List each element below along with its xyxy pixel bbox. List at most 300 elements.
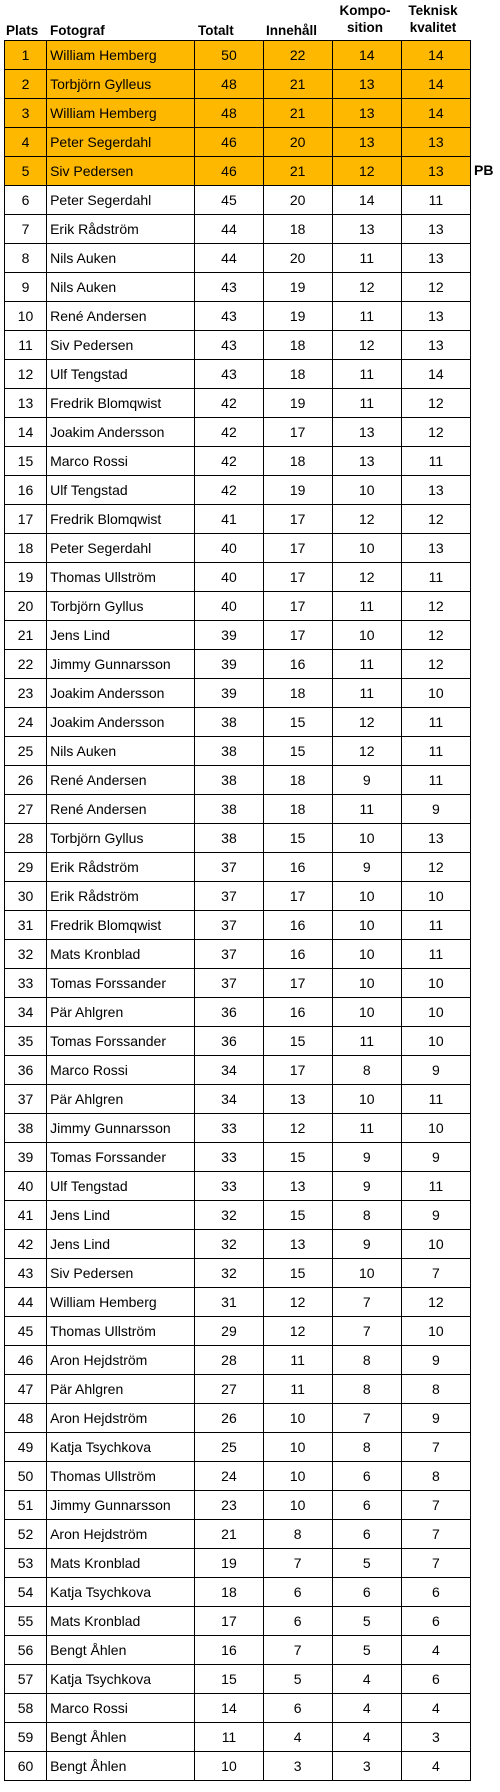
photographer-cell: Bengt Åhlen — [47, 1752, 195, 1781]
total-cell: 37 — [195, 882, 263, 911]
composition-cell: 11 — [332, 244, 401, 273]
header-rank: Plats — [6, 23, 39, 38]
rank-cell: 24 — [5, 708, 47, 737]
photographer-cell: Siv Pedersen — [47, 1259, 195, 1288]
content-cell: 17 — [263, 592, 332, 621]
content-cell: 17 — [263, 621, 332, 650]
rank-cell: 5 — [5, 157, 47, 186]
technical-cell: 13 — [401, 215, 470, 244]
photographer-cell: Nils Auken — [47, 244, 195, 273]
composition-cell: 10 — [332, 969, 401, 998]
total-cell: 46 — [195, 128, 263, 157]
composition-cell: 5 — [332, 1549, 401, 1578]
rank-cell: 48 — [5, 1404, 47, 1433]
content-cell: 16 — [263, 998, 332, 1027]
rank-cell: 14 — [5, 418, 47, 447]
total-cell: 32 — [195, 1201, 263, 1230]
total-cell: 34 — [195, 1056, 263, 1085]
rank-cell: 53 — [5, 1549, 47, 1578]
rank-cell: 41 — [5, 1201, 47, 1230]
total-cell: 33 — [195, 1114, 263, 1143]
content-cell: 19 — [263, 302, 332, 331]
rank-cell: 56 — [5, 1636, 47, 1665]
technical-cell: 14 — [401, 360, 470, 389]
total-cell: 48 — [195, 70, 263, 99]
content-cell: 12 — [263, 1114, 332, 1143]
rank-cell: 50 — [5, 1462, 47, 1491]
total-cell: 42 — [195, 476, 263, 505]
table-row — [5, 1462, 471, 1491]
technical-cell: 7 — [401, 1549, 470, 1578]
results-table-body — [5, 41, 471, 1781]
total-cell: 43 — [195, 273, 263, 302]
photographer-cell: Peter Segerdahl — [47, 186, 195, 215]
technical-cell: 13 — [401, 331, 470, 360]
table-row — [5, 592, 471, 621]
composition-cell: 10 — [332, 621, 401, 650]
rank-cell: 30 — [5, 882, 47, 911]
table-row — [5, 1404, 471, 1433]
photographer-cell: Siv Pedersen — [47, 331, 195, 360]
technical-cell: 7 — [401, 1259, 470, 1288]
photographer-cell: Jens Lind — [47, 1201, 195, 1230]
rank-cell: 42 — [5, 1230, 47, 1259]
header-technical-line2: kvalitet — [409, 20, 457, 35]
header-composition-line1: Kompo- — [339, 3, 391, 18]
photographer-cell: Tomas Forssander — [47, 1143, 195, 1172]
technical-cell: 6 — [401, 1665, 470, 1694]
table-row — [5, 1723, 471, 1752]
technical-cell: 9 — [401, 1404, 470, 1433]
rank-cell: 15 — [5, 447, 47, 476]
composition-cell: 4 — [332, 1665, 401, 1694]
photographer-cell: William Hemberg — [47, 99, 195, 128]
table-row — [5, 650, 471, 679]
total-cell: 23 — [195, 1491, 263, 1520]
composition-cell: 12 — [332, 505, 401, 534]
total-cell: 45 — [195, 186, 263, 215]
composition-cell: 6 — [332, 1578, 401, 1607]
total-cell: 41 — [195, 505, 263, 534]
rank-cell: 12 — [5, 360, 47, 389]
table-row — [5, 1317, 471, 1346]
total-cell: 43 — [195, 302, 263, 331]
rank-cell: 18 — [5, 534, 47, 563]
photographer-cell: Jimmy Gunnarsson — [47, 1491, 195, 1520]
content-cell: 17 — [263, 505, 332, 534]
technical-cell: 9 — [401, 1143, 470, 1172]
header-technical-line1: Teknisk — [408, 3, 458, 18]
total-cell: 40 — [195, 534, 263, 563]
total-cell: 44 — [195, 215, 263, 244]
technical-cell: 11 — [401, 911, 470, 940]
content-cell: 13 — [263, 1230, 332, 1259]
composition-cell: 10 — [332, 534, 401, 563]
photographer-cell: Mats Kronblad — [47, 940, 195, 969]
content-cell: 16 — [263, 911, 332, 940]
composition-cell: 10 — [332, 476, 401, 505]
composition-cell: 11 — [332, 650, 401, 679]
total-cell: 39 — [195, 679, 263, 708]
photographer-cell: Fredrik Blomqwist — [47, 389, 195, 418]
photographer-cell: Thomas Ullström — [47, 1462, 195, 1491]
table-row — [5, 911, 471, 940]
technical-cell: 13 — [401, 128, 470, 157]
composition-cell: 13 — [332, 447, 401, 476]
technical-cell: 14 — [401, 70, 470, 99]
content-cell: 19 — [263, 389, 332, 418]
content-cell: 18 — [263, 766, 332, 795]
rank-cell: 46 — [5, 1346, 47, 1375]
total-cell: 43 — [195, 331, 263, 360]
technical-cell: 11 — [401, 447, 470, 476]
rank-cell: 47 — [5, 1375, 47, 1404]
header-photographer: Fotograf — [50, 23, 105, 38]
table-row — [5, 1259, 471, 1288]
table-row — [5, 679, 471, 708]
composition-cell: 4 — [332, 1694, 401, 1723]
technical-cell: 12 — [401, 273, 470, 302]
composition-cell: 13 — [332, 128, 401, 157]
total-cell: 42 — [195, 418, 263, 447]
composition-cell: 8 — [332, 1056, 401, 1085]
content-cell: 18 — [263, 795, 332, 824]
rank-cell: 51 — [5, 1491, 47, 1520]
technical-cell: 14 — [401, 41, 470, 70]
composition-cell: 13 — [332, 215, 401, 244]
table-row — [5, 389, 471, 418]
content-cell: 3 — [263, 1752, 332, 1781]
rank-cell: 17 — [5, 505, 47, 534]
rank-cell: 38 — [5, 1114, 47, 1143]
technical-cell: 4 — [401, 1636, 470, 1665]
table-row — [5, 41, 471, 70]
content-cell: 10 — [263, 1491, 332, 1520]
content-cell: 7 — [263, 1549, 332, 1578]
composition-cell: 7 — [332, 1288, 401, 1317]
rank-cell: 20 — [5, 592, 47, 621]
composition-cell: 11 — [332, 1114, 401, 1143]
photographer-cell: Jimmy Gunnarsson — [47, 650, 195, 679]
technical-cell: 9 — [401, 1201, 470, 1230]
photographer-cell: Fredrik Blomqwist — [47, 911, 195, 940]
rank-cell: 4 — [5, 128, 47, 157]
table-row — [5, 186, 471, 215]
content-cell: 20 — [263, 128, 332, 157]
technical-cell: 10 — [401, 679, 470, 708]
total-cell: 37 — [195, 853, 263, 882]
rank-cell: 45 — [5, 1317, 47, 1346]
total-cell: 38 — [195, 708, 263, 737]
total-cell: 18 — [195, 1578, 263, 1607]
content-cell: 10 — [263, 1433, 332, 1462]
composition-cell: 10 — [332, 1259, 401, 1288]
table-row — [5, 882, 471, 911]
total-cell: 24 — [195, 1462, 263, 1491]
rank-cell: 39 — [5, 1143, 47, 1172]
photographer-cell: Siv Pedersen — [47, 157, 195, 186]
table-row — [5, 476, 471, 505]
technical-cell: 10 — [401, 1114, 470, 1143]
photographer-cell: Katja Tsychkova — [47, 1433, 195, 1462]
photographer-cell: Joakim Andersson — [47, 418, 195, 447]
table-row — [5, 1578, 471, 1607]
total-cell: 16 — [195, 1636, 263, 1665]
photographer-cell: Marco Rossi — [47, 447, 195, 476]
composition-cell: 10 — [332, 824, 401, 853]
table-row — [5, 1085, 471, 1114]
table-row — [5, 215, 471, 244]
content-cell: 15 — [263, 1143, 332, 1172]
content-cell: 11 — [263, 1346, 332, 1375]
content-cell: 16 — [263, 940, 332, 969]
table-row — [5, 1346, 471, 1375]
photographer-cell: Katja Tsychkova — [47, 1578, 195, 1607]
technical-cell: 13 — [401, 157, 470, 186]
composition-cell: 12 — [332, 563, 401, 592]
photographer-cell: Aron Hejdström — [47, 1404, 195, 1433]
rank-cell: 59 — [5, 1723, 47, 1752]
composition-cell: 3 — [332, 1752, 401, 1781]
rank-cell: 31 — [5, 911, 47, 940]
photographer-cell: Jimmy Gunnarsson — [47, 1114, 195, 1143]
content-cell: 18 — [263, 360, 332, 389]
technical-cell: 12 — [401, 650, 470, 679]
technical-cell: 10 — [401, 882, 470, 911]
rank-cell: 1 — [5, 41, 47, 70]
table-row — [5, 737, 471, 766]
photographer-cell: Nils Auken — [47, 273, 195, 302]
content-cell: 18 — [263, 215, 332, 244]
composition-cell: 12 — [332, 708, 401, 737]
rank-cell: 36 — [5, 1056, 47, 1085]
composition-cell: 6 — [332, 1491, 401, 1520]
technical-cell: 12 — [401, 621, 470, 650]
photographer-cell: Tomas Forssander — [47, 1027, 195, 1056]
composition-cell: 8 — [332, 1433, 401, 1462]
content-cell: 17 — [263, 534, 332, 563]
technical-cell: 14 — [401, 99, 470, 128]
content-cell: 10 — [263, 1462, 332, 1491]
composition-cell: 11 — [332, 679, 401, 708]
total-cell: 50 — [195, 41, 263, 70]
content-cell: 20 — [263, 244, 332, 273]
total-cell: 37 — [195, 940, 263, 969]
table-row — [5, 331, 471, 360]
photographer-cell: Torbjörn Gylleus — [47, 70, 195, 99]
composition-cell: 11 — [332, 360, 401, 389]
technical-cell: 4 — [401, 1694, 470, 1723]
technical-cell: 11 — [401, 1172, 470, 1201]
total-cell: 21 — [195, 1520, 263, 1549]
composition-cell: 10 — [332, 998, 401, 1027]
table-row — [5, 360, 471, 389]
composition-cell: 10 — [332, 882, 401, 911]
rank-cell: 58 — [5, 1694, 47, 1723]
photographer-cell: Erik Rådström — [47, 215, 195, 244]
rank-cell: 35 — [5, 1027, 47, 1056]
rank-cell: 49 — [5, 1433, 47, 1462]
photographer-cell: Marco Rossi — [47, 1056, 195, 1085]
technical-cell: 6 — [401, 1578, 470, 1607]
composition-cell: 9 — [332, 1230, 401, 1259]
table-row — [5, 1201, 471, 1230]
total-cell: 38 — [195, 737, 263, 766]
photographer-cell: Jens Lind — [47, 621, 195, 650]
total-cell: 17 — [195, 1607, 263, 1636]
content-cell: 13 — [263, 1085, 332, 1114]
header-content: Innehåll — [266, 23, 318, 38]
total-cell: 29 — [195, 1317, 263, 1346]
content-cell: 7 — [263, 1636, 332, 1665]
header-composition — [330, 2, 400, 36]
technical-cell: 12 — [401, 592, 470, 621]
content-cell: 15 — [263, 824, 332, 853]
table-row — [5, 824, 471, 853]
technical-cell: 6 — [401, 1607, 470, 1636]
total-cell: 32 — [195, 1230, 263, 1259]
content-cell: 15 — [263, 737, 332, 766]
photographer-cell: Erik Rådström — [47, 853, 195, 882]
photographer-cell: Torbjörn Gyllus — [47, 824, 195, 853]
technical-cell: 8 — [401, 1462, 470, 1491]
content-cell: 18 — [263, 331, 332, 360]
rank-cell: 33 — [5, 969, 47, 998]
technical-cell: 7 — [401, 1491, 470, 1520]
content-cell: 21 — [263, 70, 332, 99]
content-cell: 19 — [263, 476, 332, 505]
table-row — [5, 418, 471, 447]
photographer-cell: Mats Kronblad — [47, 1549, 195, 1578]
table-row — [5, 302, 471, 331]
photographer-cell: Ulf Tengstad — [47, 1172, 195, 1201]
total-cell: 36 — [195, 998, 263, 1027]
table-row — [5, 1549, 471, 1578]
content-cell: 11 — [263, 1375, 332, 1404]
rank-cell: 22 — [5, 650, 47, 679]
total-cell: 15 — [195, 1665, 263, 1694]
table-row — [5, 1114, 471, 1143]
photographer-cell: René Andersen — [47, 795, 195, 824]
content-cell: 19 — [263, 273, 332, 302]
technical-cell: 11 — [401, 1085, 470, 1114]
rank-cell: 40 — [5, 1172, 47, 1201]
total-cell: 33 — [195, 1172, 263, 1201]
content-cell: 20 — [263, 186, 332, 215]
rank-cell: 25 — [5, 737, 47, 766]
rank-cell: 34 — [5, 998, 47, 1027]
total-cell: 27 — [195, 1375, 263, 1404]
rank-cell: 7 — [5, 215, 47, 244]
technical-cell: 7 — [401, 1433, 470, 1462]
table-row — [5, 1491, 471, 1520]
technical-cell: 11 — [401, 766, 470, 795]
composition-cell: 11 — [332, 302, 401, 331]
rank-cell: 6 — [5, 186, 47, 215]
photographer-cell: William Hemberg — [47, 41, 195, 70]
total-cell: 39 — [195, 650, 263, 679]
technical-cell: 11 — [401, 940, 470, 969]
technical-cell: 3 — [401, 1723, 470, 1752]
composition-cell: 13 — [332, 418, 401, 447]
rank-cell: 52 — [5, 1520, 47, 1549]
table-row — [5, 708, 471, 737]
technical-cell: 13 — [401, 302, 470, 331]
total-cell: 44 — [195, 244, 263, 273]
composition-cell: 12 — [332, 273, 401, 302]
table-row — [5, 1520, 471, 1549]
rank-cell: 3 — [5, 99, 47, 128]
rank-cell: 55 — [5, 1607, 47, 1636]
composition-cell: 12 — [332, 331, 401, 360]
rank-cell: 37 — [5, 1085, 47, 1114]
composition-cell: 5 — [332, 1636, 401, 1665]
technical-cell: 11 — [401, 708, 470, 737]
composition-cell: 6 — [332, 1520, 401, 1549]
composition-cell: 10 — [332, 1085, 401, 1114]
photographer-cell: Nils Auken — [47, 737, 195, 766]
content-cell: 6 — [263, 1607, 332, 1636]
photographer-cell: Ulf Tengstad — [47, 476, 195, 505]
photographer-cell: Katja Tsychkova — [47, 1665, 195, 1694]
photographer-cell: Aron Hejdström — [47, 1520, 195, 1549]
table-row — [5, 1027, 471, 1056]
content-cell: 15 — [263, 708, 332, 737]
total-cell: 25 — [195, 1433, 263, 1462]
table-row — [5, 1230, 471, 1259]
table-row — [5, 1694, 471, 1723]
technical-cell: 12 — [401, 418, 470, 447]
photographer-cell: Aron Hejdström — [47, 1346, 195, 1375]
table-row — [5, 766, 471, 795]
technical-cell: 9 — [401, 795, 470, 824]
table-row — [5, 273, 471, 302]
total-cell: 11 — [195, 1723, 263, 1752]
composition-cell: 7 — [332, 1317, 401, 1346]
table-row — [5, 534, 471, 563]
photographer-cell: Peter Segerdahl — [47, 128, 195, 157]
photographer-cell: Tomas Forssander — [47, 969, 195, 998]
table-row — [5, 1056, 471, 1085]
total-cell: 39 — [195, 621, 263, 650]
table-row — [5, 1433, 471, 1462]
table-row — [5, 99, 471, 128]
pb-note: PB — [474, 162, 494, 178]
content-cell: 8 — [263, 1520, 332, 1549]
content-cell: 15 — [263, 1027, 332, 1056]
rank-cell: 29 — [5, 853, 47, 882]
technical-cell: 7 — [401, 1520, 470, 1549]
rank-cell: 23 — [5, 679, 47, 708]
table-row — [5, 795, 471, 824]
table-row — [5, 621, 471, 650]
header-composition-line2: sition — [347, 20, 383, 35]
content-cell: 18 — [263, 447, 332, 476]
rank-cell: 43 — [5, 1259, 47, 1288]
total-cell: 38 — [195, 824, 263, 853]
total-cell: 42 — [195, 389, 263, 418]
table-row — [5, 940, 471, 969]
composition-cell: 12 — [332, 737, 401, 766]
table-row — [5, 998, 471, 1027]
content-cell: 21 — [263, 157, 332, 186]
total-cell: 38 — [195, 766, 263, 795]
total-cell: 37 — [195, 969, 263, 998]
total-cell: 46 — [195, 157, 263, 186]
composition-cell: 11 — [332, 1027, 401, 1056]
rank-cell: 60 — [5, 1752, 47, 1781]
content-cell: 16 — [263, 853, 332, 882]
